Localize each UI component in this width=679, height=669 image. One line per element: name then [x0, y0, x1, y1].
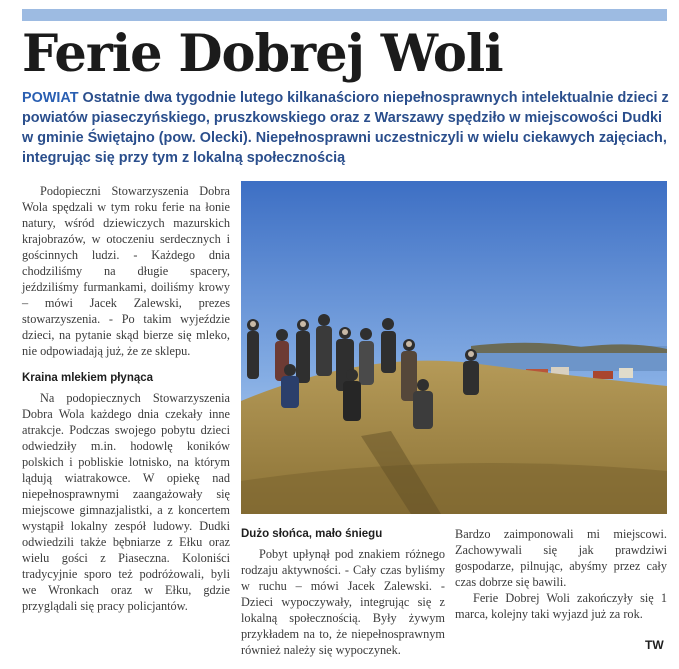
subheading: Kraina mlekiem płynąca: [22, 372, 154, 384]
text-column-3: [455, 526, 667, 622]
article-lead: [22, 88, 670, 168]
body-paragraph: Bardzo zaimponowali mi miejscowi. Zachowywali się jak prawdziwi gospodarze, pilnując, abyśmy przez cały czas dobrze się bawili.: [455, 527, 667, 589]
body-paragraph: Pobyt upłynął pod znakiem różnego rodzaju aktywności. - Cały czas byliśmy w ruchu – mówi Jacek Zalewski. - Dzieci wypoczywały, integrując się z lokalną społecznością. Były żywym przykładem na to, że niepełnosprawnym również należy się wypoczynek.: [241, 547, 445, 657]
article-photo: [241, 181, 667, 514]
article-headline: Ferie Dobrej Woli: [22, 24, 503, 84]
body-paragraph: Ferie Dobrej Woli zakończyły się 1 marca, kolejny taki wyjazd już za rok.: [455, 591, 667, 621]
text-column-1: [22, 183, 230, 614]
author-byline: TW: [645, 638, 664, 652]
body-paragraph: Na podopiecznych Stowarzyszenia Dobra Wola każdego dnia czekały inne atrakcje. Podczas swojego pobytu dzieci odwiedziły m.in. hodowlę koników polskich i pobliskie lotnisko, na którym lądują wiatrakowce. W opiekę nad niepełnosprawnymi zaangażowały się miejscowe gimnazjalistki, a z koncertem wystąpił lokalny zespół ludowy. Dudki odwiedzili także bębniarze z Ełku oraz wielu gości z Piaseczna. Koloniści tradycyjnie sporo też podróżowali, byli we Wronkach oraz w Ełku, gdzie przyglądali się pracy policjantów.: [22, 391, 230, 613]
subheading: Dużo słońca, mało śniegu: [241, 528, 383, 540]
top-color-bar: [22, 9, 667, 21]
text-column-2: [241, 526, 445, 658]
body-paragraph: Podopieczni Stowarzyszenia Dobra Wola spędzali w tym roku ferie na łonie natury, wśród dziewiczych mazurskich krajobrazów, w otoczeniu serdecznych i gościnnych ludzi. - Każdego dnia chodziliśmy na długie spacery, jeździliśmy furmankami, doiliśmy krowy – mówi Jacek Zalewski, prezes stowarzyszenia. - Po takim wyjeździe dzieci, na pytanie skąd bierze się mleko, nie odpowiadają już, że ze sklepu.: [22, 184, 230, 358]
lead-text: Ostatnie dwa tygodnie lutego kilkanaścioro niepełnosprawnych intelektualnie dzieci z powiatów piaseczyńskiego, pruszkowskiego oraz z Warszawy spędziło w miejscowości Dudki w gminie Świętajno (pow. Olecki). Niepełnosprawni uczestniczyli w wielu ciekawych zajęciach, integrując się przy tym z lokalną społecznością: [22, 90, 669, 166]
group-photo-illustration: [241, 181, 667, 514]
lead-location-tag: POWIAT: [22, 90, 79, 106]
